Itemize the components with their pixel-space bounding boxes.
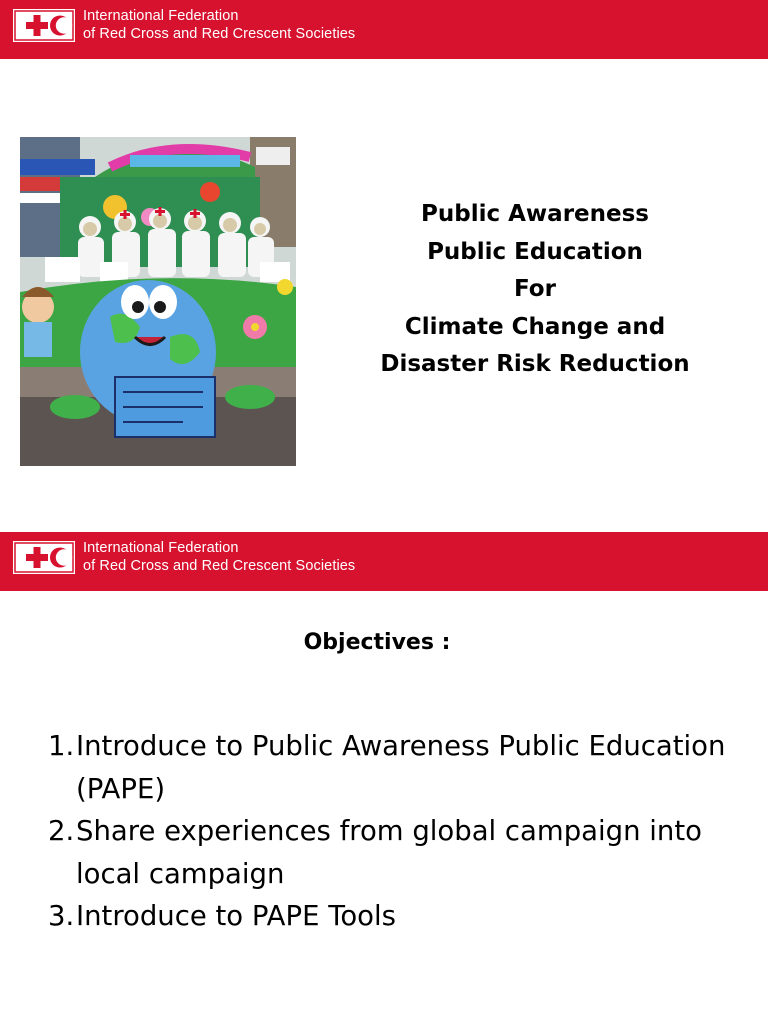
red-cross-crescent-logo-icon [13, 541, 75, 574]
org-name-line1: International Federation [83, 8, 239, 24]
children-parade-photo [20, 137, 296, 466]
org-name-line1: International Federation [83, 540, 239, 556]
list-item-number: 3. [48, 900, 75, 932]
objectives-list [48, 725, 748, 938]
title-line: Disaster Risk Reduction [380, 351, 690, 377]
ifrc-banner [0, 532, 768, 591]
ifrc-banner [0, 0, 768, 59]
title-line: Public Education [427, 238, 643, 265]
red-cross-crescent-logo-icon [13, 9, 75, 42]
title-line: Climate Change and [404, 313, 666, 340]
slide-objectives [0, 512, 768, 1024]
title-line: For [514, 276, 556, 302]
org-name-line2: of Red Cross and Red Crescent Societies [83, 26, 356, 42]
list-item [48, 810, 748, 895]
list-item-text: Share experiences from global campaign into local campaign [76, 815, 702, 890]
list-item-text: Introduce to PAPE Tools [76, 900, 396, 932]
slide-title-text [360, 196, 710, 384]
title-line: Public Awareness [421, 201, 649, 227]
org-name-line2: of Red Cross and Red Crescent Societies [83, 558, 356, 574]
objectives-heading: Objectives : [303, 630, 451, 655]
list-item-number: 2. [48, 815, 75, 847]
list-item-text: Introduce to Public Awareness Public Education (PAPE) [76, 730, 726, 805]
list-item [48, 725, 748, 810]
list-item [48, 895, 748, 938]
list-item-number: 1. [48, 730, 75, 762]
